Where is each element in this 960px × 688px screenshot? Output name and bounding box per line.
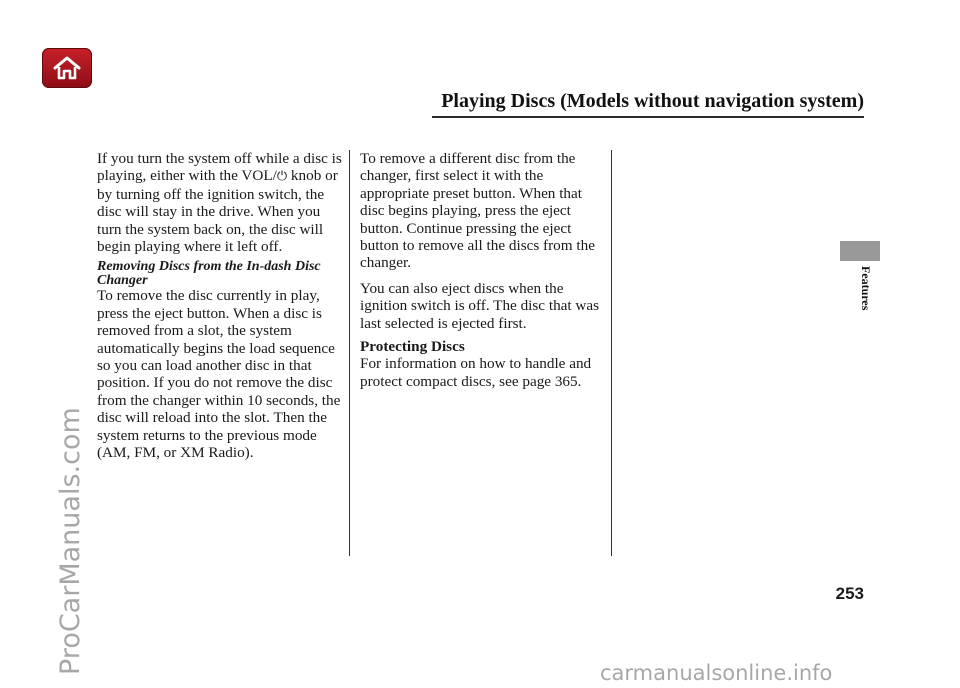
section-tab[interactable] bbox=[840, 241, 880, 261]
page-title: Playing Discs (Models without navigation system) bbox=[441, 90, 864, 112]
column-middle bbox=[360, 150, 604, 390]
page-number: 253 bbox=[835, 584, 864, 603]
paragraph-eject-ignition-off: You can also eject discs when the ignition switch is off. The disc that was last selected is ejected first. bbox=[360, 279, 600, 332]
column-divider bbox=[349, 150, 350, 556]
column-divider bbox=[611, 150, 612, 556]
header-rule bbox=[432, 116, 864, 118]
subheading-protecting-discs: Protecting Discs bbox=[360, 338, 465, 356]
paragraph-remove-different-disc: To remove a different disc from the changer, first select it with the appropriate preset button. When that disc begins playing, press the eject button. Continue pressing the eject button to remove all the discs from the changer. bbox=[360, 150, 595, 272]
home-icon bbox=[52, 55, 82, 81]
paragraph-power-off: If you turn the system off while a disc is playing, either with the VOL/⏻ knob or by turning off the ignition switch, the disc will stay in the drive. When you turn the system back on, the disc will begin playing where it left off. bbox=[97, 150, 342, 256]
subheading-removing-discs: Removing Discs from the In-dash Disc Changer bbox=[97, 259, 321, 288]
column-left bbox=[97, 150, 343, 462]
paragraph-remove-disc: To remove the disc currently in play, press the eject button. When a disc is removed from a slot, the system automatically begins the load sequence so you can load another disc in that position. If you do not remove the disc from the changer within 10 seconds, the disc will reload into the slot. Then the system returns to the previous mode (AM, FM, or XM Radio). bbox=[97, 287, 341, 462]
home-button[interactable] bbox=[42, 48, 92, 88]
paragraph-protect-discs: For information on how to handle and protect compact discs, see page 365. bbox=[360, 355, 592, 390]
power-icon: ⏻ bbox=[276, 169, 288, 185]
watermark-bottom: carmanualsonline.info bbox=[600, 661, 833, 685]
section-tab-label: Features bbox=[859, 266, 873, 311]
watermark-left: ProCarManuals.com bbox=[55, 407, 86, 675]
